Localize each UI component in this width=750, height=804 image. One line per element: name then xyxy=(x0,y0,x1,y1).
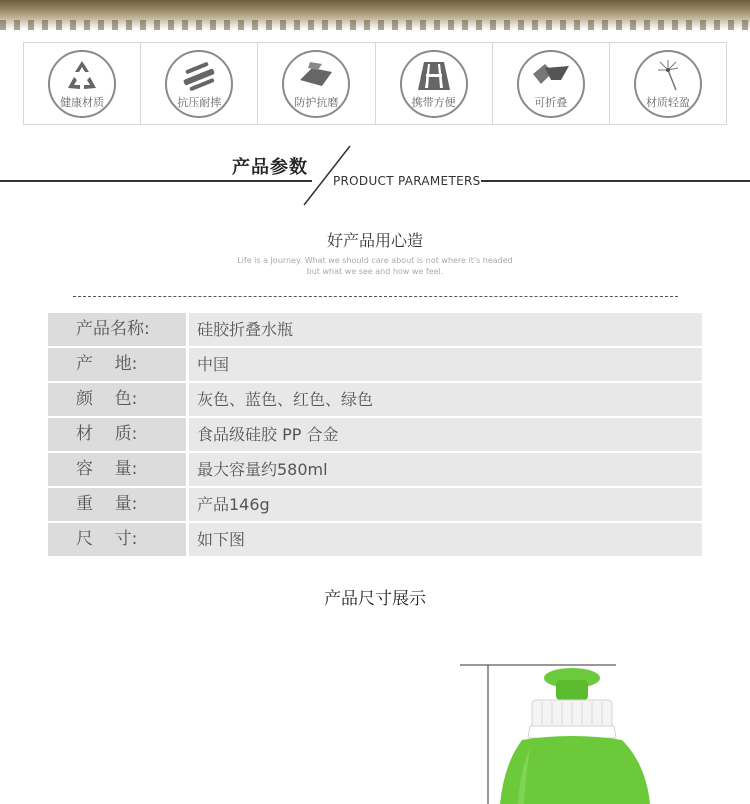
slogan-en: Life is a Journey. What we should care about is not where it's headed but what we see and how we feel. xyxy=(237,256,513,276)
param-key: 颜 色: xyxy=(48,383,186,416)
feature-item xyxy=(376,43,493,124)
slogan-cn: 好产品用心造 xyxy=(326,231,423,250)
param-row xyxy=(48,418,702,451)
size-section-title: 产品尺寸展示 xyxy=(324,589,426,609)
param-row xyxy=(48,453,702,486)
param-key: 重 量: xyxy=(48,488,186,521)
bottle-image xyxy=(460,664,710,804)
params-table xyxy=(48,313,702,558)
param-key: 产 地: xyxy=(48,348,186,381)
dandelion-icon xyxy=(648,58,688,94)
feature-item xyxy=(141,43,258,124)
param-row xyxy=(48,488,702,521)
dashed-divider xyxy=(73,296,678,297)
param-value: 硅胶折叠水瓶 xyxy=(189,313,702,346)
pressure-icon xyxy=(179,58,219,94)
param-key: 尺 寸: xyxy=(48,523,186,556)
feature-label: 防护抗磨 xyxy=(294,96,339,109)
feature-label: 健康材质 xyxy=(60,96,105,109)
feature-label: 抗压耐摔 xyxy=(177,96,222,109)
param-row xyxy=(48,313,702,346)
feature-label: 材质轻盈 xyxy=(645,96,690,109)
fold-icon xyxy=(531,58,571,94)
feature-item xyxy=(24,43,141,124)
road-icon xyxy=(414,58,454,94)
param-key: 产品名称: xyxy=(48,313,186,346)
section-title: 产品参数 xyxy=(232,157,308,178)
feature-item xyxy=(493,43,610,124)
shield-wear-icon xyxy=(296,58,336,94)
feature-strip xyxy=(23,42,727,125)
param-row xyxy=(48,383,702,416)
divider-line-right xyxy=(481,180,750,182)
divider-line-left xyxy=(0,180,312,182)
feature-item xyxy=(258,43,375,124)
section-subtitle: PRODUCT PARAMETERS xyxy=(333,174,481,188)
feature-item xyxy=(610,43,726,124)
param-value: 灰色、蓝色、红色、绿色 xyxy=(189,383,702,416)
param-value: 如下图 xyxy=(189,523,702,556)
param-value: 食品级硅胶 PP 合金 xyxy=(189,418,702,451)
feature-label: 携带方便 xyxy=(411,96,456,109)
param-key: 材 质: xyxy=(48,418,186,451)
param-value: 产品146g xyxy=(189,488,702,521)
param-row xyxy=(48,348,702,381)
param-value: 中国 xyxy=(189,348,702,381)
param-value: 最大容量约580ml xyxy=(189,453,702,486)
param-row xyxy=(48,523,702,556)
feature-label: 可折叠 xyxy=(534,96,568,109)
param-key: 容 量: xyxy=(48,453,186,486)
recycle-icon xyxy=(62,58,102,94)
top-banner-image xyxy=(0,0,750,30)
